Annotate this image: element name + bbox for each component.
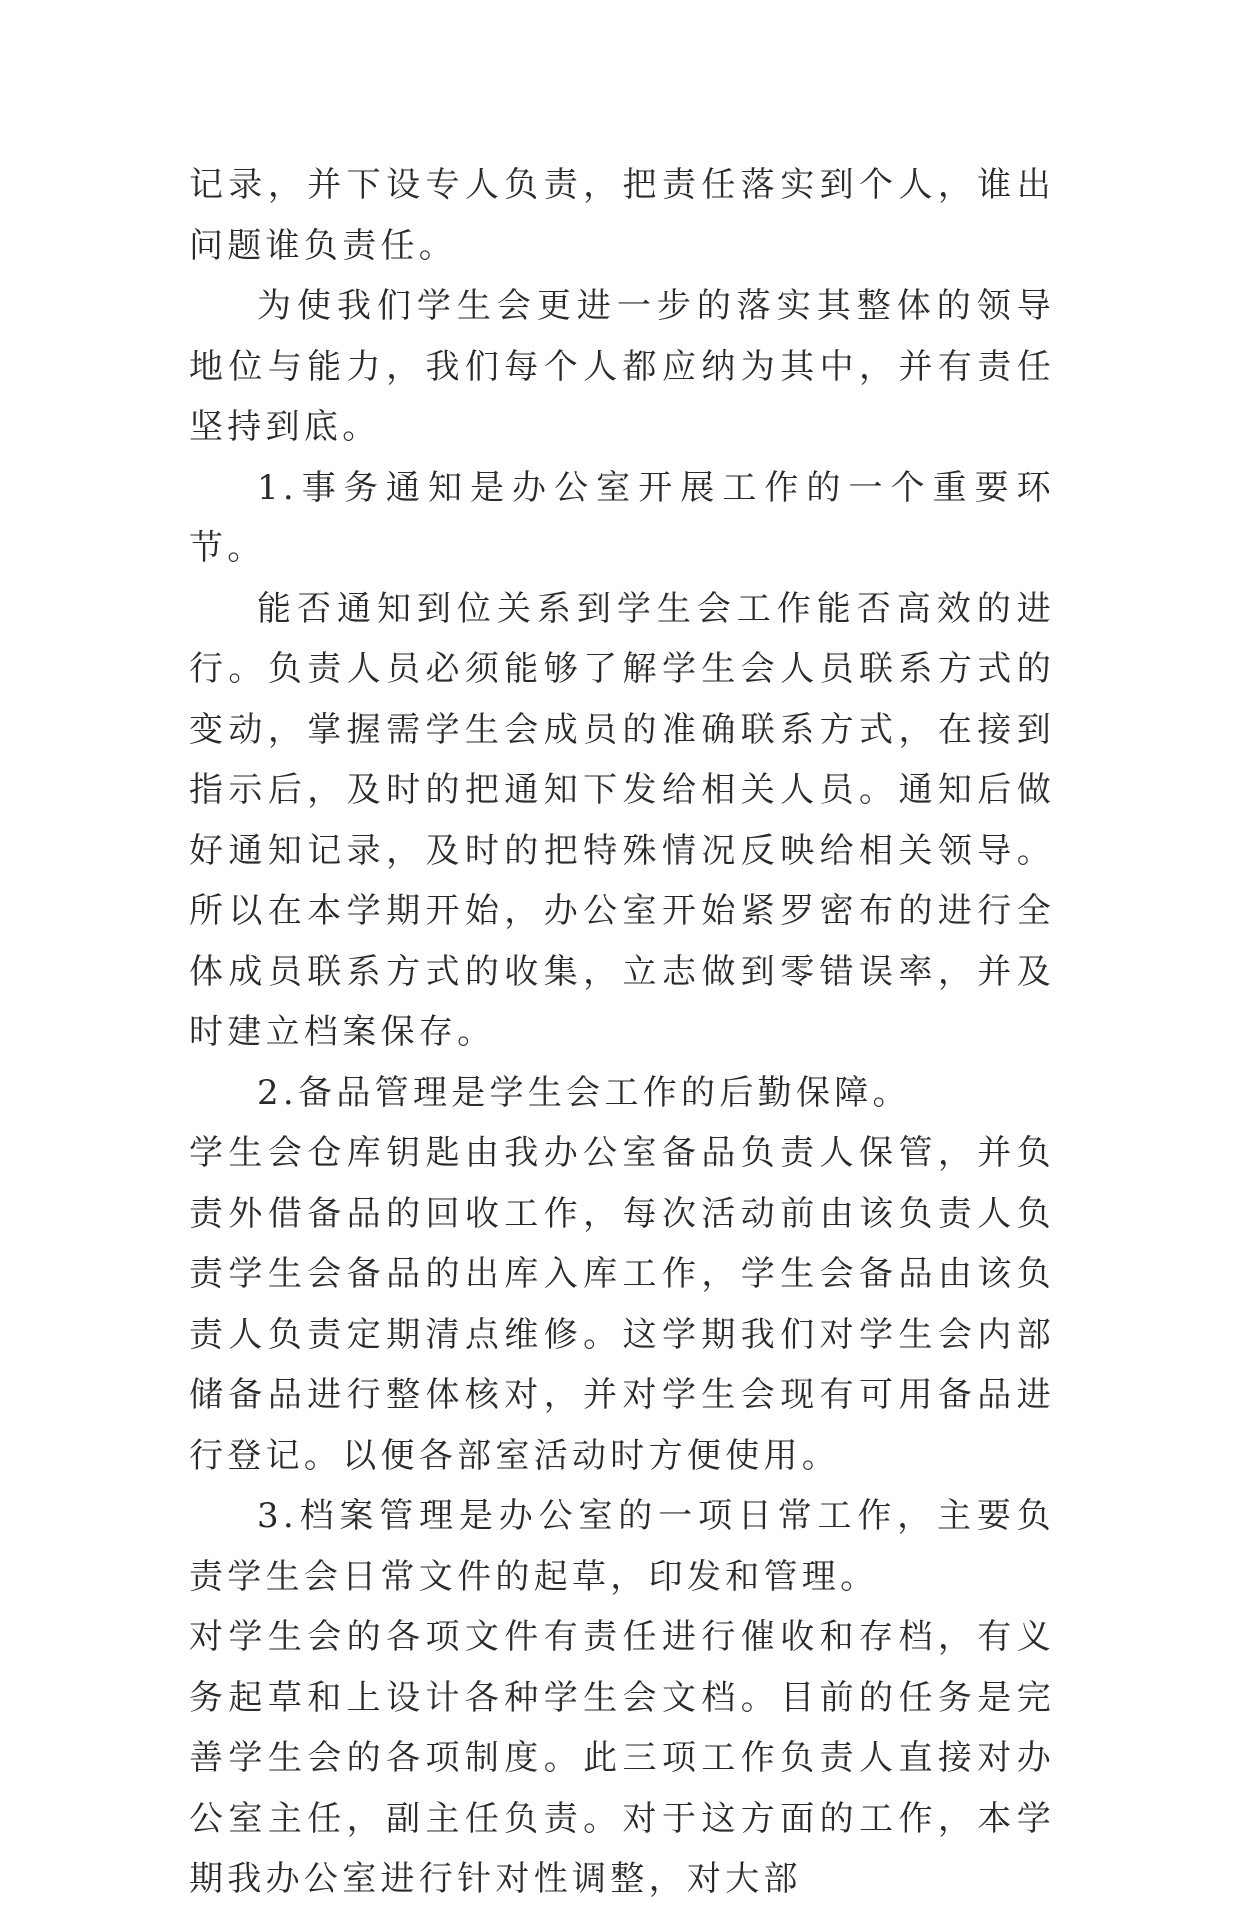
paragraph-2: 为使我们学生会更进一步的落实其整体的领导地位与能力，我们每个人都应纳为其中，并有责任坚持到底。	[189, 286, 1055, 447]
paragraph-1: 记录，并下设专人负责，把责任落实到个人，谁出问题谁负责任。	[189, 165, 1055, 266]
paragraph-8: 对学生会的各项文件有责任进行催收和存档，有义务起草和上设计各种学生会文档。目前的任务是完善学生会的各项制度。此三项工作负责人直接对办公室主任，副主任负责。对于这方面的工作，本学期我办公室进行针对性调整，对大部	[189, 1617, 1055, 1899]
paragraph-3-heading: 1.事务通知是办公室开展工作的一个重要环节。	[189, 467, 1055, 568]
document-body	[189, 155, 1055, 1910]
paragraph-4: 能否通知到位关系到学生会工作能否高效的进行。负责人员必须能够了解学生会人员联系方式的变动，掌握需学生会成员的准确联系方式，在接到指示后，及时的把通知下发给相关人员。通知后做好通知记录，及时的把特殊情况反映给相关领导。所以在本学期开始，办公室开始紧罗密布的进行全体成员联系方式的收集，立志做到零错误率，并及时建立档案保存。	[189, 588, 1055, 1052]
paragraph-6: 学生会仓库钥匙由我办公室备品负责人保管，并负责外借备品的回收工作，每次活动前由该负责人负责学生会备品的出库入库工作，学生会备品由该负责人负责定期清点维修。这学期我们对学生会内部储备品进行整体核对，并对学生会现有可用备品进行登记。以便各部室活动时方便使用。	[189, 1133, 1055, 1476]
paragraph-5-heading: 2.备品管理是学生会工作的后勤保障。	[257, 1072, 911, 1113]
paragraph-7-heading: 3.档案管理是办公室的一项日常工作，主要负责学生会日常文件的起草，印发和管理。	[189, 1496, 1055, 1597]
